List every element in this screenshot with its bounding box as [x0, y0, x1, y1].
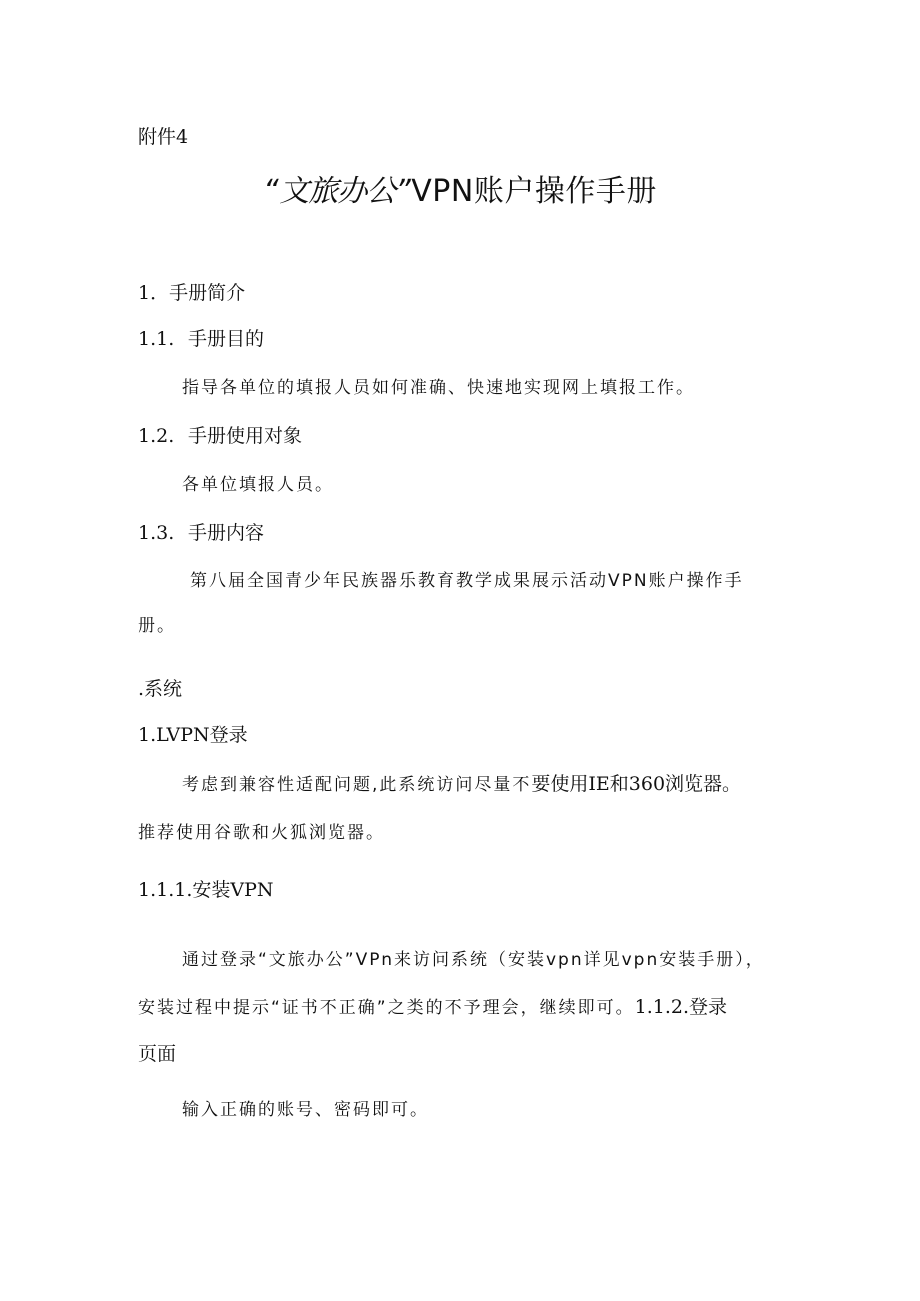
section-2-1-body-line1-a: 考虑到兼容性适配问题,此系统访问尽量不 — [182, 775, 532, 795]
section-2-1-heading: 1.LVPN登录 — [138, 724, 248, 746]
section-1-3-title: 手册内容 — [188, 522, 265, 544]
section-2-1-body-line1 — [182, 773, 741, 796]
section-1-2-title: 手册使用对象 — [188, 425, 303, 447]
section-1-1-heading — [138, 328, 264, 351]
section-2-1-1-heading: 1.1.1.安装VPN — [138, 879, 274, 901]
section-2-heading: .系统 — [138, 678, 183, 700]
section-2-1-2-heading-cont: 页面 — [138, 1043, 177, 1065]
section-1-2-number: 1.2. — [138, 425, 175, 447]
section-1-3-number: 1.3. — [138, 522, 175, 544]
section-2-1-1-body-line2-a: 安装过程中提示“证书不正确”之类的不予理会，继续即可。 — [138, 998, 635, 1018]
section-1-2-heading — [138, 425, 302, 448]
document-title — [0, 174, 920, 210]
section-2-1-body-line1-b: 要使用IE和360浏览器。 — [531, 773, 742, 795]
section-1-3-heading — [138, 522, 264, 545]
section-1-heading: 1．手册简介 — [138, 282, 246, 304]
title-brand: 文旅办公 — [279, 174, 396, 209]
section-2-1-2-body: 输入正确的账号、密码即可。 — [182, 1100, 429, 1120]
section-1-3-body-line1: 第八届全国青少年民族器乐教育教学成果展示活动VPN账户操作手 — [190, 571, 744, 591]
section-2-1-2-heading-inline: 1.1.2.登录 — [634, 996, 728, 1018]
section-1-2-body: 各单位填报人员。 — [182, 475, 334, 495]
title-close-quote: ” — [395, 174, 412, 209]
section-1-1-body: 指导各单位的填报人员如何准确、快速地实现网上填报工作。 — [182, 378, 695, 398]
section-1-3-body-line2: 册。 — [138, 616, 176, 636]
attachment-label: 附件4 — [138, 126, 189, 148]
section-1-1-title: 手册目的 — [188, 328, 265, 350]
section-1-1-number: 1.1. — [138, 328, 175, 350]
section-2-1-body-line2: 推荐使用谷歌和火狐浏览器。 — [138, 823, 385, 843]
title-open-quote: “ — [263, 174, 280, 209]
section-2-1-1-body-line2 — [138, 996, 727, 1019]
title-rest: VPN账户操作手册 — [411, 174, 657, 209]
section-2-1-1-body-line1: 通过登录“文旅办公”VPn来访问系统（安装vpn详见vpn安装手册）， — [182, 950, 765, 970]
